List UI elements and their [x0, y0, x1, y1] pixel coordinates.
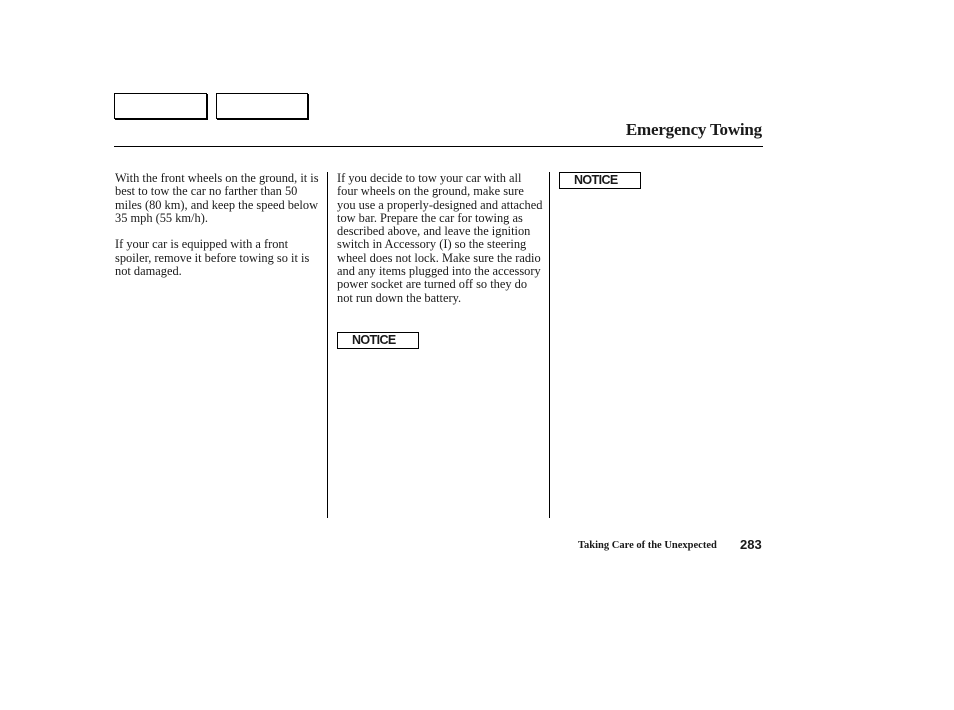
page-number: 283	[740, 537, 762, 552]
page-title: Emergency Towing	[625, 120, 762, 139]
column-divider	[327, 172, 328, 518]
next-page-button[interactable]	[216, 93, 308, 119]
previous-page-button[interactable]	[114, 93, 207, 119]
notice-label: NOTICE	[559, 172, 641, 189]
header-rule	[114, 146, 763, 147]
column-left	[115, 172, 321, 292]
paragraph-towing-front-wheels: With the front wheels on the ground, it is best to tow the car no farther than 50 miles (80 km), and keep the speed below 35 mph (55 km/h).	[115, 171, 319, 225]
footer-section-title: Taking Care of the Unexpected	[578, 540, 717, 551]
column-divider	[549, 172, 550, 518]
notice-label: NOTICE	[337, 332, 419, 349]
paragraph-four-wheels-towing: If you decide to tow your car with all four wheels on the ground, make sure you use a properly-designed and attached tow bar. Prepare the car for towing as described above, and leave the ignition switch in Accessory (I) so the steering wheel does not lock. Make sure the radio and any items plugged into the accessory power socket are turned off so they do not run down the battery.	[337, 171, 543, 305]
paragraph-front-spoiler: If your car is equipped with a front spoiler, remove it before towing so it is not damaged.	[115, 237, 310, 279]
column-middle	[337, 172, 543, 318]
